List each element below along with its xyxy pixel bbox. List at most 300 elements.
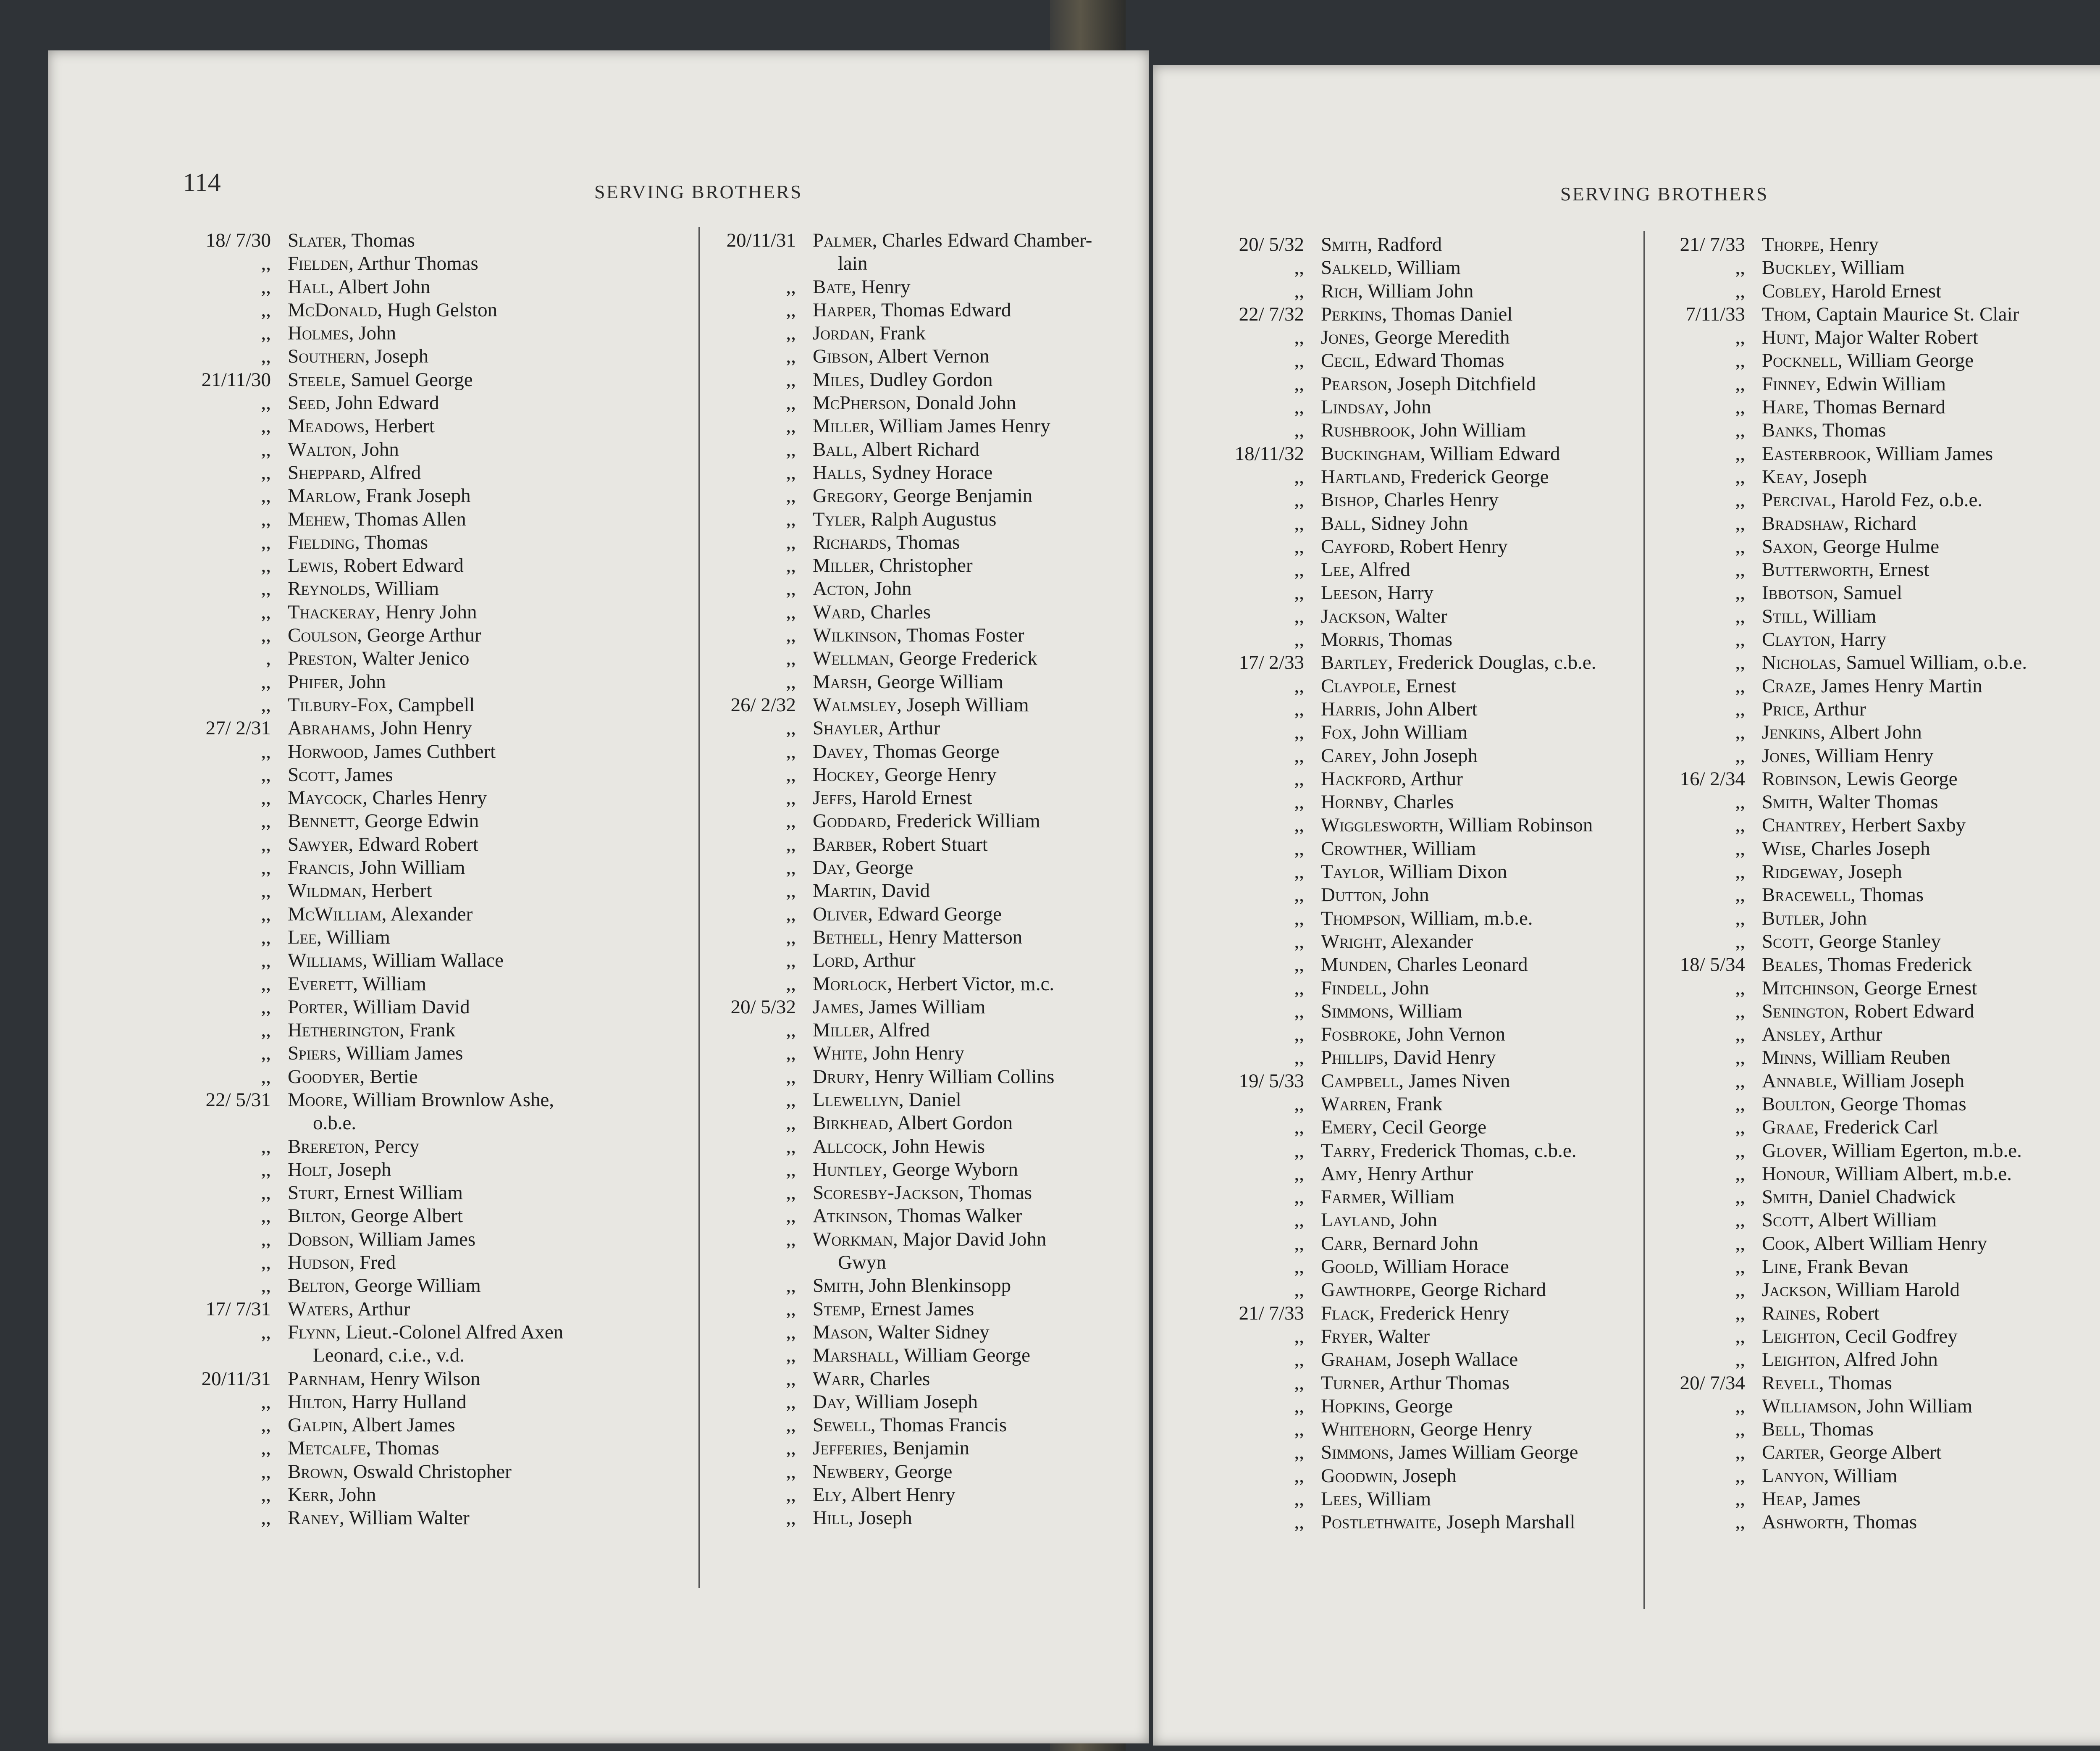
entry-given-names: Charles Joseph — [1811, 837, 1930, 860]
entry-name: Goodyer, Bertie — [288, 1065, 418, 1088]
entry-given-names: Christopher — [879, 555, 973, 577]
entry-surname: Bishop — [1321, 489, 1374, 511]
entry-given-names: Henry Wilson — [370, 1367, 480, 1390]
entry-given-names: Joseph Wallace — [1396, 1349, 1518, 1371]
entry-given-names: Ralph Augustus — [871, 508, 997, 530]
entry-date: ,, — [261, 996, 271, 1018]
entry-given-names: Joseph Ditchfield — [1397, 373, 1536, 395]
entry-name: Slater, Thomas — [288, 229, 415, 251]
entry-date: ,, — [1735, 1511, 1745, 1533]
entry-surname: Horwood — [288, 740, 364, 762]
entry-surname: Cayford — [1321, 535, 1390, 557]
entry-given-names: Joseph — [1848, 861, 1902, 883]
entry-name: Hudson, Fred — [288, 1251, 396, 1274]
entry-name: Moore, William Brownlow Ashe, — [288, 1088, 554, 1111]
entry-name: Miller, Christopher — [813, 555, 973, 577]
entry-name: Sturt, Ernest William — [288, 1182, 463, 1204]
entry-surname: Wise — [1762, 837, 1801, 860]
entry-given-names: George Frederick — [899, 647, 1037, 670]
entry-date: 27/ 2/31 — [205, 717, 271, 739]
entry-surname: Stemp — [813, 1298, 861, 1320]
entry-given-names: Walter Thomas — [1818, 791, 1938, 813]
entry-date: 26/ 2/32 — [730, 694, 796, 716]
entry-given-names: Frank Bevan — [1807, 1256, 1908, 1278]
entry-name: Nicholas, Samuel William, o.b.e. — [1762, 652, 2027, 674]
entry-given-names: Frederick George — [1410, 465, 1549, 488]
entry-name: McDonald, Hugh Gelston — [288, 299, 498, 321]
entry-date: ,, — [261, 810, 271, 832]
entry-name: Smith, John Blenkinsopp — [813, 1275, 1011, 1297]
entry-surname: Tarry — [1321, 1139, 1371, 1162]
entry-date: 21/ 7/33 — [1239, 1302, 1304, 1324]
entry-name: Fryer, Walter — [1321, 1325, 1430, 1347]
entry-given-names: Samuel William, o.b.e. — [1846, 652, 2027, 674]
entry-surname: Easterbrook — [1762, 442, 1866, 465]
entry-given-names: Arthur — [1410, 768, 1463, 790]
entry-date: ,, — [786, 1321, 796, 1343]
entry-given-names: Percy — [374, 1135, 420, 1157]
page-number: 114 — [183, 168, 221, 197]
entry-name: Mitchinson, George Ernest — [1762, 977, 1977, 999]
entry-given-names: George Wyborn — [892, 1158, 1018, 1180]
entry-date: ,, — [261, 1507, 271, 1529]
entry-given-names: William Egerton, m.b.e. — [1832, 1139, 2022, 1162]
entry-surname: Wigglesworth — [1321, 814, 1439, 836]
entry-surname: Robinson — [1762, 768, 1837, 790]
entry-given-names: John — [1394, 396, 1431, 418]
entry-date: ,, — [261, 485, 271, 507]
entry-date: ,, — [1735, 1279, 1745, 1301]
entry-given-names: Walter — [1378, 1325, 1430, 1347]
entry-date: ,, — [1735, 257, 1745, 279]
entry-surname: Marlow — [288, 485, 356, 507]
entry-date: ,, — [786, 368, 796, 391]
entry-given-names: Henry William Collins — [874, 1065, 1055, 1088]
entry-date: ,, — [1735, 1302, 1745, 1324]
entry-date: ,, — [1294, 1116, 1304, 1138]
entry-surname: Pearson — [1321, 373, 1388, 395]
entry-name: Horwood, James Cuthbert — [288, 740, 496, 762]
entry-given-names: James Henry Martin — [1821, 675, 1982, 697]
entry-date: ,, — [1735, 652, 1745, 674]
entry-name: Metcalfe, Thomas — [288, 1437, 439, 1459]
entry-surname: Whitehorn — [1321, 1418, 1411, 1441]
entry-name: Raney, William Walter — [288, 1507, 470, 1529]
entry-date: ,, — [1735, 1488, 1745, 1510]
entry-name: Phillips, David Henry — [1321, 1046, 1496, 1069]
entry-date: ,, — [1735, 837, 1745, 860]
entry-surname: Miller — [813, 1019, 870, 1041]
entry-date: ,, — [261, 833, 271, 855]
entry-surname: Dutton — [1321, 884, 1382, 906]
entry-given-names: Edward George — [877, 903, 1002, 925]
entry-name: Jeffs, Harold Ernest — [813, 787, 972, 809]
entry-surname: Lewis — [288, 555, 334, 577]
entry-given-names: Henry — [1829, 234, 1879, 255]
entry-given-names: Frank Joseph — [366, 485, 471, 507]
entry-name: Coulson, George Arthur — [288, 624, 481, 647]
entry-name: Brown, Oswald Christopher — [288, 1460, 512, 1483]
entry-name: Mason, Walter Sidney — [813, 1321, 990, 1343]
entry-given-names: Thomas Bernard — [1813, 396, 1946, 418]
entry-given-names: Robert Stuart — [882, 833, 988, 855]
entry-name: Thom, Captain Maurice St. Clair — [1762, 303, 2019, 325]
entry-surname: Jackson — [1321, 605, 1386, 627]
entry-surname: Lee — [1321, 559, 1350, 581]
entry-date: ,, — [1735, 1046, 1745, 1069]
entry-given-names: John William — [1362, 721, 1468, 744]
entry-given-names: Dudley Gordon — [869, 368, 993, 391]
entry-given-names: William Dixon — [1389, 861, 1507, 883]
entry-date: ,, — [261, 787, 271, 809]
entry-given-names: George Richard — [1421, 1279, 1546, 1301]
entry-given-names: George Thomas — [1840, 1093, 1966, 1115]
entry-given-names: George Hulme — [1822, 535, 1940, 557]
entry-name: Perkins, Thomas Daniel — [1321, 303, 1513, 325]
entry-name: Ball, Albert Richard — [813, 438, 980, 460]
entry-surname: Hilton — [288, 1391, 342, 1413]
entry-given-names: William George — [1847, 350, 1974, 372]
entry-date: ,, — [261, 508, 271, 530]
entry-surname: Heap — [1762, 1488, 1803, 1510]
entry-given-names: Frederick Henry — [1379, 1302, 1509, 1324]
entry-given-names: John Joseph — [1381, 744, 1478, 767]
entry-date: ,, — [1735, 1349, 1745, 1371]
entry-name: Bennett, George Edwin — [288, 810, 479, 832]
entry-given-names: Albert Vernon — [877, 345, 990, 368]
entry-date: ,, — [786, 345, 796, 368]
entry-name: Thackeray, Henry John — [288, 601, 477, 623]
entry-given-names: Charles — [870, 601, 931, 623]
entry-name: Huntley, George Wyborn — [813, 1158, 1018, 1180]
entry-given-names: James — [344, 763, 393, 786]
entry-name: Newbery, George — [813, 1460, 953, 1483]
entry-date: ,, — [1735, 1325, 1745, 1347]
entry-given-names: William Albert, m.b.e. — [1835, 1162, 2012, 1185]
entry-given-names: Captain Maurice St. Clair — [1816, 303, 2019, 325]
entry-name — [313, 1112, 356, 1135]
entry-given-names: Albert James — [352, 1414, 455, 1436]
entry-date: ,, — [786, 647, 796, 670]
entry-date: ,, — [261, 1414, 271, 1436]
entry-name: Beales, Thomas Frederick — [1762, 954, 1972, 976]
entry-name: Flynn, Lieut.-Colonel Alfred Axen — [288, 1321, 564, 1343]
entry-given-names: John William — [1420, 419, 1526, 442]
entry-surname: Simmons — [1321, 1441, 1389, 1464]
entry-surname: Fox — [1321, 721, 1352, 744]
entry-name: Campbell, James Niven — [1321, 1070, 1510, 1092]
entry-surname: Barber — [813, 833, 872, 855]
entry-name: Hetherington, Frank — [288, 1019, 456, 1041]
entry-surname: Percival — [1762, 489, 1831, 511]
entry-surname: Banks — [1762, 419, 1813, 442]
entry-name: Walmsley, Joseph William — [813, 694, 1029, 716]
entry-surname: Goddard — [813, 810, 887, 832]
entry-date: ,, — [1294, 1464, 1304, 1487]
entry-given-names: Robert — [1826, 1302, 1880, 1324]
entry-date: ,, — [786, 763, 796, 786]
entry-given-names: Harold Fez, o.b.e. — [1841, 489, 1983, 511]
entry-given-names: Herbert — [371, 880, 432, 902]
entry-given-names: Thomas — [1828, 1372, 1892, 1394]
entry-given-names: William — [1391, 1186, 1455, 1208]
entry-name: Marshall, William George — [813, 1344, 1030, 1367]
entry-given-names: Lieut.-Colonel Alfred Axen — [346, 1321, 564, 1343]
entry-date: ,, — [1294, 326, 1304, 349]
entry-date: ,, — [1294, 1349, 1304, 1371]
entry-name: Smith, Walter Thomas — [1762, 791, 1938, 813]
entry-date: ,, — [786, 415, 796, 437]
entry-name: Meadows, Herbert — [288, 415, 435, 437]
entry-surname: Everett — [288, 973, 353, 995]
entry-name: Scott, George Stanley — [1762, 930, 1941, 952]
entry-surname: Simmons — [1321, 1000, 1389, 1022]
entry-name — [838, 1251, 886, 1274]
entry-name: Allcock, John Hewis — [813, 1135, 985, 1157]
entry-date: ,, — [786, 1088, 796, 1111]
entry-given-names: Thomas — [364, 531, 428, 553]
entry-given-names: George Edwin — [365, 810, 479, 832]
entry-surname: Fosbroke — [1321, 1023, 1397, 1046]
entry-name: Hopkins, George — [1321, 1395, 1453, 1417]
entry-surname: Parnham — [288, 1367, 360, 1390]
entry-given-names: Albert William Henry — [1814, 1232, 1987, 1254]
entry-date: ,, — [786, 973, 796, 995]
entry-date: 20/ 7/34 — [1680, 1372, 1745, 1394]
entry-date: ,, — [786, 1158, 796, 1180]
entry-date: ,, — [786, 1205, 796, 1227]
entry-surname: Belton — [288, 1275, 345, 1297]
entry-name: Galpin, Albert James — [288, 1414, 455, 1436]
entry-date: ,, — [261, 578, 271, 600]
entry-given-names: Harold Ernest — [1831, 280, 1942, 302]
entry-name: Raines, Robert — [1762, 1302, 1880, 1324]
entry-given-names: George Stanley — [1819, 930, 1941, 952]
entry-surname: Taylor — [1321, 861, 1380, 883]
entry-given-names: Thomas — [896, 531, 960, 553]
entry-given-names: John Albert — [1386, 698, 1478, 720]
entry-date: ,, — [786, 531, 796, 553]
entry-date: ,, — [1294, 814, 1304, 836]
entry-surname: Mehew — [288, 508, 346, 530]
entry-date: ,, — [1294, 930, 1304, 952]
entry-given-names: John Edward — [335, 392, 439, 414]
entry-name: Still, William — [1762, 605, 1877, 627]
entry-given-names: Harry Hulland — [352, 1391, 467, 1413]
entry-name: Belton, George William — [288, 1275, 481, 1297]
entry-date: 18/11/32 — [1234, 442, 1304, 465]
entry-surname: McWilliam — [288, 903, 382, 925]
entry-name: Davey, Thomas George — [813, 740, 1000, 762]
entry-given-names: John — [1391, 884, 1429, 906]
entry-date: ,, — [1735, 977, 1745, 999]
entry-given-names: Thomas — [1810, 1418, 1874, 1441]
entry-surname: Graham — [1321, 1349, 1387, 1371]
entry-surname: Price — [1762, 698, 1805, 720]
entry-date: ,, — [1294, 582, 1304, 604]
entry-surname: Brereton — [288, 1135, 365, 1157]
entry-date: ,, — [1294, 1093, 1304, 1115]
entry-given-names: Arthur — [1830, 1023, 1882, 1046]
entry-date: ,, — [1294, 1279, 1304, 1301]
entry-date: ,, — [261, 1042, 271, 1065]
entry-surname: Huntley — [813, 1158, 882, 1180]
entry-surname: Beales — [1762, 954, 1819, 976]
entry-surname: Sawyer — [288, 833, 349, 855]
entry-given-names: Campbell — [398, 694, 475, 716]
entry-surname: Ibbotson — [1762, 582, 1833, 604]
entry-given-names: George — [1395, 1395, 1453, 1417]
entry-name: Porter, William David — [288, 996, 470, 1018]
entry-name: Shayler, Arthur — [813, 717, 940, 739]
entry-surname: Miller — [813, 555, 870, 577]
entry-given-names: Walter Jenico — [362, 647, 470, 670]
entry-name: Taylor, William Dixon — [1321, 861, 1507, 883]
entry-date: ,, — [786, 1182, 796, 1204]
entry-name: Hackford, Arthur — [1321, 768, 1463, 790]
left-page — [48, 50, 1149, 1743]
entry-surname: Bilton — [288, 1205, 341, 1227]
entry-date: ,, — [261, 694, 271, 716]
entry-given-names: George Henry — [1420, 1418, 1533, 1441]
entry-surname: Leeson — [1321, 582, 1378, 604]
entry-surname: Tyler — [813, 508, 861, 530]
entry-name: Rushbrook, John William — [1321, 419, 1526, 442]
entry-surname: Wildman — [288, 880, 362, 902]
entry-given-names: David — [882, 880, 930, 902]
entry-date: ,, — [1294, 489, 1304, 511]
entry-given-names: Albert William — [1818, 1209, 1937, 1231]
entry-date: ,, — [786, 1460, 796, 1483]
entry-given-names: John — [339, 1484, 376, 1506]
entry-date: 18/ 7/30 — [205, 229, 271, 251]
entry-surname: Carr — [1321, 1232, 1363, 1254]
entry-surname: Thompson — [1321, 907, 1401, 929]
entry-name: Saxon, George Hulme — [1762, 535, 1940, 557]
entry-surname: Amy — [1321, 1162, 1358, 1185]
entry-date: ,, — [261, 531, 271, 553]
entry-name: Bishop, Charles Henry — [1321, 489, 1499, 511]
entry-date: ,, — [786, 624, 796, 647]
entry-date: ,, — [1735, 1395, 1745, 1417]
entry-name: McPherson, Donald John — [813, 392, 1016, 414]
entry-name: Maycock, Charles Henry — [288, 787, 487, 809]
entry-name: Bracewell, Thomas — [1762, 884, 1924, 906]
entry-name: Sawyer, Edward Robert — [288, 833, 478, 855]
entry-surname: Honour — [1762, 1162, 1826, 1185]
entry-given-names: Charles Henry — [372, 787, 487, 809]
entry-surname: Reynolds — [288, 578, 366, 600]
entry-surname: Phillips — [1321, 1046, 1383, 1069]
entry-name: Gawthorpe, George Richard — [1321, 1279, 1546, 1301]
entry-name: Munden, Charles Leonard — [1321, 954, 1528, 976]
entry-date: ,, — [1735, 582, 1745, 604]
entry-name: Percival, Harold Fez, o.b.e. — [1762, 489, 1983, 511]
entry-name: Jackson, Walter — [1321, 605, 1447, 627]
entry-surname: Francis — [288, 857, 350, 879]
entry-name: Warren, Frank — [1321, 1093, 1443, 1115]
entry-given-names: Henry John — [385, 601, 477, 623]
entry-surname: Thorpe — [1762, 234, 1819, 255]
entry-name: Jackson, William Harold — [1762, 1279, 1960, 1301]
entry-given-names: Sidney John — [1371, 512, 1468, 534]
entry-date: ,, — [261, 1182, 271, 1204]
entry-surname: Lindsay — [1321, 396, 1384, 418]
entry-given-names: Herbert Saxby — [1851, 814, 1966, 836]
entry-date: ,, — [786, 1367, 796, 1390]
entry-date: ,, — [1294, 1418, 1304, 1441]
entry-date: ,, — [1294, 1325, 1304, 1347]
entry-given-names: Lewis George — [1846, 768, 1958, 790]
entry-given-names: Major Walter Robert — [1814, 326, 1978, 349]
entry-surname: Waters — [288, 1298, 349, 1320]
entry-date: ,, — [1294, 628, 1304, 651]
entry-date: ,, — [261, 1065, 271, 1088]
entry-given-names: Cecil Godfrey — [1845, 1325, 1958, 1347]
entry-surname: Meadows — [288, 415, 365, 437]
entry-given-names: John Blenkinsopp — [869, 1275, 1011, 1297]
entry-given-names: Arthur Thomas — [1389, 1372, 1510, 1394]
entry-given-names: James William George — [1399, 1441, 1578, 1464]
entry-surname: Lees — [1321, 1488, 1358, 1510]
entry-surname: Findell — [1321, 977, 1382, 999]
entry-name: Boulton, George Thomas — [1762, 1093, 1966, 1115]
entry-surname: Jenkins — [1762, 721, 1821, 744]
entry-given-names: John Henry — [380, 717, 472, 739]
entry-surname: Jeffs — [813, 787, 852, 809]
entry-date: ,, — [1735, 489, 1745, 511]
entry-given-names: Harry — [1840, 628, 1887, 651]
entry-name: Wilkinson, Thomas Foster — [813, 624, 1024, 647]
entry-name: Line, Frank Bevan — [1762, 1256, 1908, 1278]
entry-surname: Scott — [1762, 1209, 1809, 1231]
entry-name: Parnham, Henry Wilson — [288, 1367, 480, 1390]
entry-surname: Carey — [1321, 744, 1372, 767]
entry-given-names: Thomas — [1822, 419, 1886, 442]
entry-surname: Rushbrook — [1321, 419, 1410, 442]
entry-given-names: Thomas Francis — [880, 1414, 1007, 1436]
entry-surname: Flynn — [288, 1321, 336, 1343]
entry-name: Lindsay, John — [1321, 396, 1431, 418]
entry-surname: Scoresby-Jackson — [813, 1182, 959, 1204]
entry-given-names: Arthur — [1813, 698, 1866, 720]
entry-date: ,, — [1735, 1139, 1745, 1162]
entry-given-names: Benjamin — [892, 1437, 970, 1459]
entry-surname: Leighton — [1762, 1349, 1835, 1371]
entry-date: ,, — [1294, 373, 1304, 395]
entry-name: Kerr, John — [288, 1484, 376, 1506]
entry-surname: Mason — [813, 1321, 868, 1343]
entry-surname: Allcock — [813, 1135, 882, 1157]
entry-date: ,, — [1735, 1116, 1745, 1138]
entry-name: Pocknell, William George — [1762, 350, 1974, 372]
entry-date: 20/11/31 — [201, 1367, 271, 1390]
entry-given-names: Joseph — [337, 1158, 391, 1180]
entry-given-names: Richard — [1854, 512, 1916, 534]
entry-date: ,, — [1735, 1441, 1745, 1464]
entry-surname: Richards — [813, 531, 887, 553]
entry-surname: Smith — [1321, 234, 1368, 255]
entry-surname: Minns — [1762, 1046, 1812, 1069]
entry-date: ,, — [1735, 1162, 1745, 1185]
entry-name: Amy, Henry Arthur — [1321, 1162, 1473, 1185]
entry-name: Lewis, Robert Edward — [288, 555, 464, 577]
entry-surname: Walmsley — [813, 694, 897, 716]
entry-date: ,, — [786, 322, 796, 344]
entry-date: ,, — [261, 1228, 271, 1250]
entry-surname: Slater — [288, 229, 342, 251]
entry-date: ,, — [1294, 837, 1304, 860]
